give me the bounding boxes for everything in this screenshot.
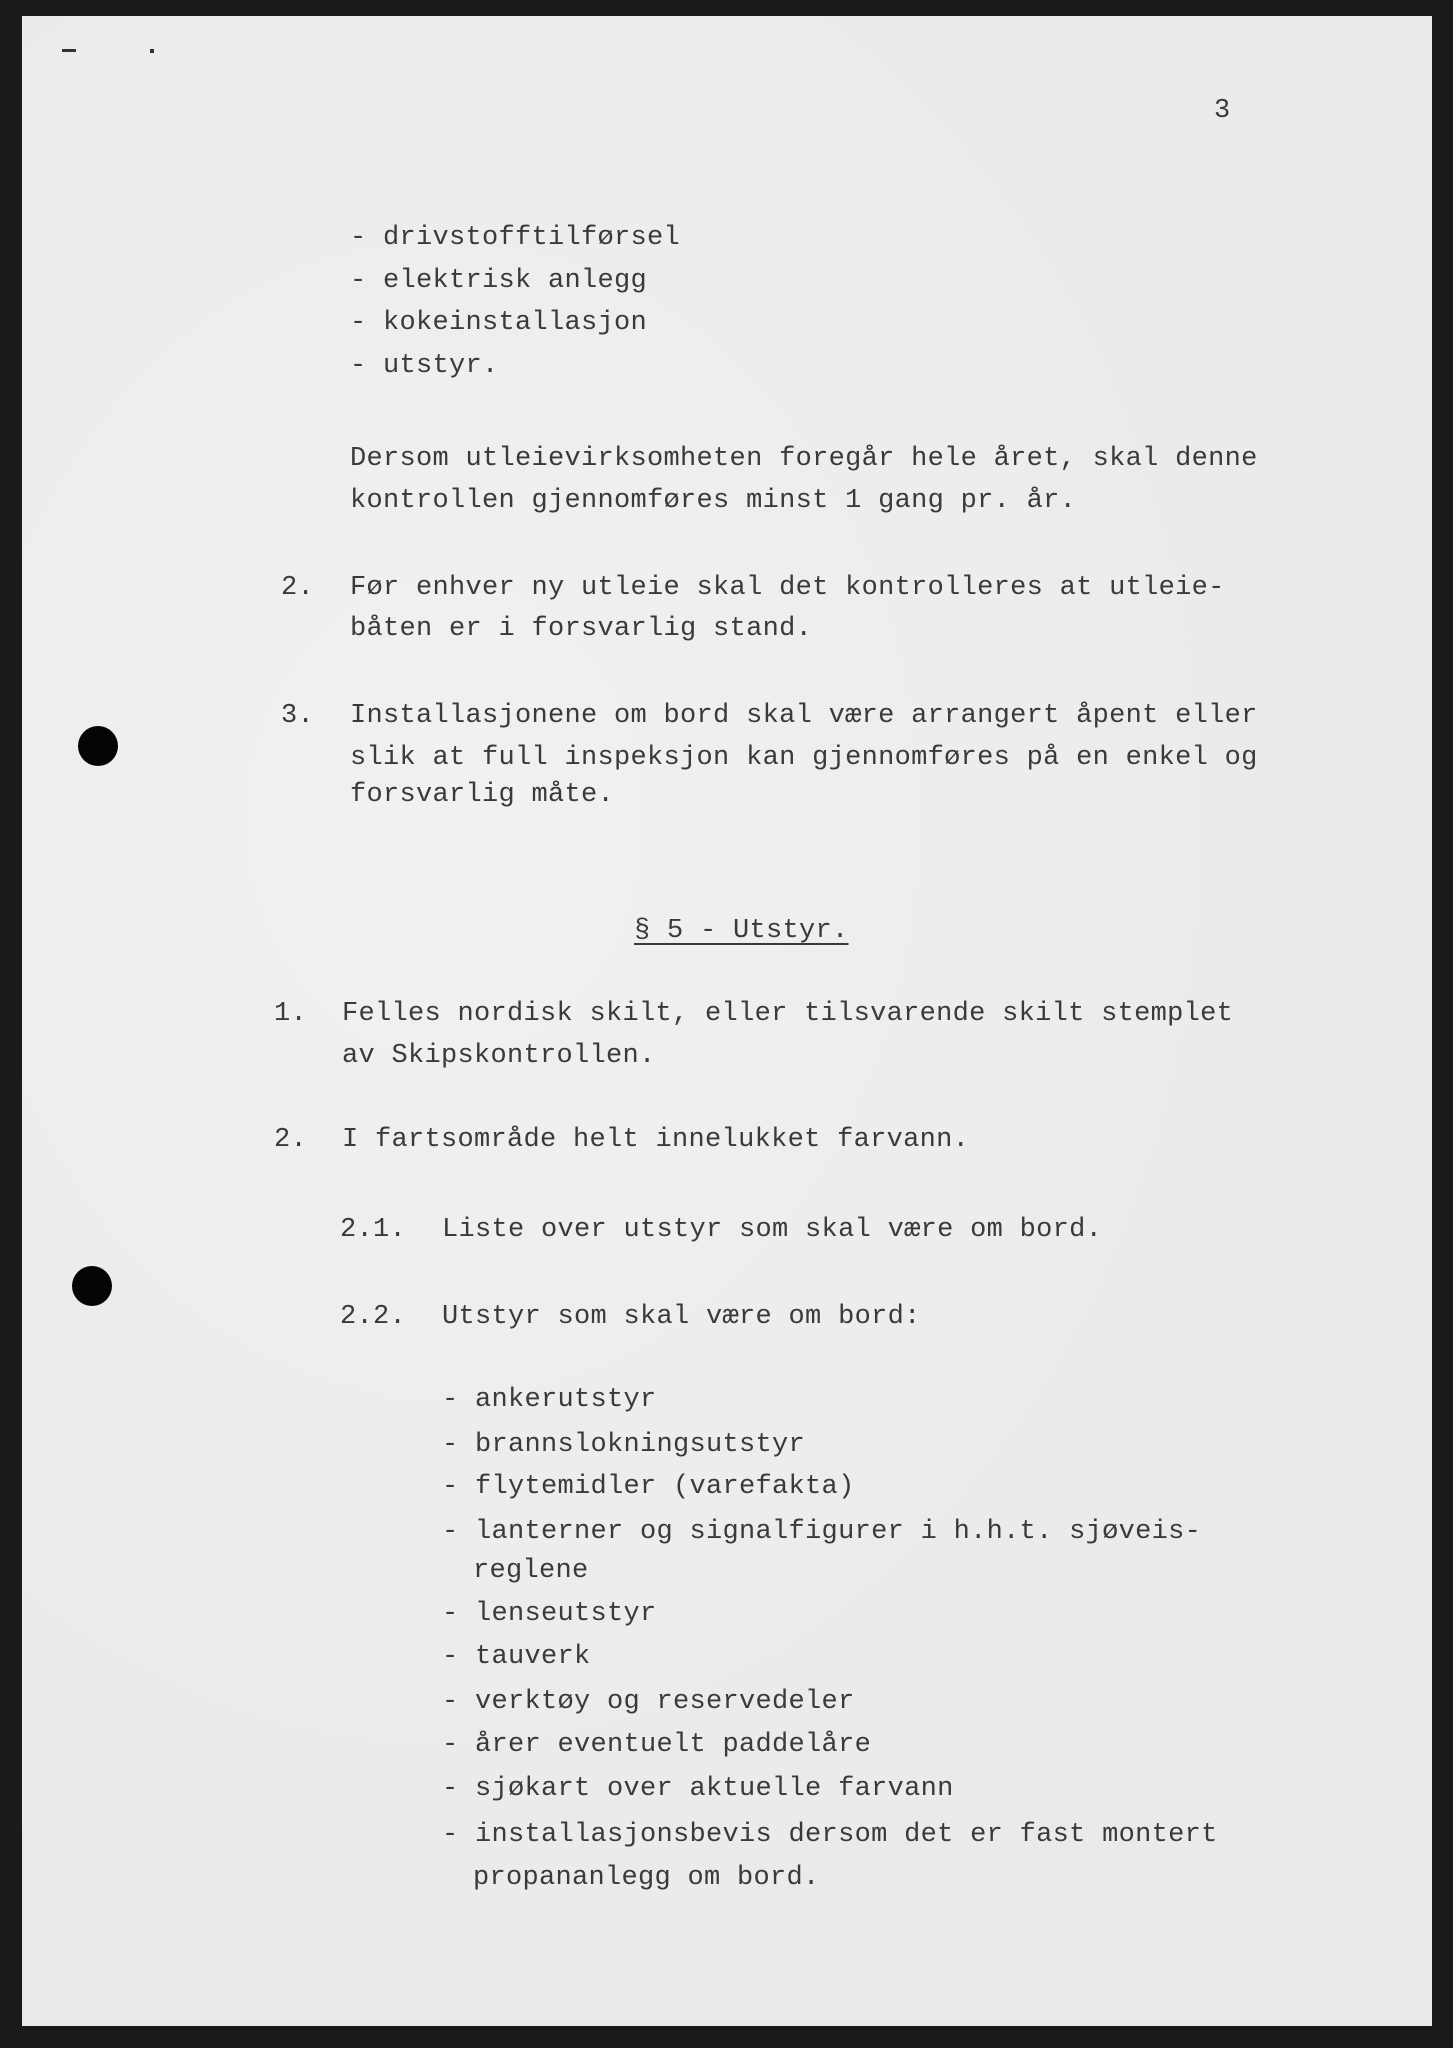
equipment-item-continuation: reglene	[473, 1556, 589, 1586]
item-line: av Skipskontrollen.	[342, 1041, 656, 1071]
page-number: 3	[1214, 96, 1231, 126]
item-number: 2.	[281, 573, 315, 603]
equipment-item: - flytemidler (varefakta)	[442, 1472, 855, 1502]
equipment-item: - brannslokningsutstyr	[442, 1430, 806, 1460]
paragraph-line: kontrollen gjennomføres minst 1 gang pr. år.	[350, 486, 1077, 516]
list-item: - elektrisk anlegg	[350, 266, 648, 296]
item-line: I fartsområde helt innelukket farvann.	[342, 1125, 970, 1155]
item-number: 1.	[274, 999, 308, 1029]
item-number: 3.	[281, 701, 315, 731]
list-item: - drivstofftilførsel	[350, 223, 681, 253]
paragraph-line: Dersom utleievirksomheten foregår hele året, skal denne	[350, 444, 1258, 474]
item-line: forsvarlig måte.	[350, 780, 615, 810]
list-item: - utstyr.	[350, 351, 499, 381]
punch-hole	[72, 1266, 112, 1306]
equipment-item: - tauverk	[442, 1642, 591, 1672]
equipment-item: - årer eventuelt paddelåre	[442, 1730, 872, 1760]
equipment-item: - ankerutstyr	[442, 1385, 657, 1415]
equipment-item: - sjøkart over aktuelle farvann	[442, 1774, 954, 1804]
list-item: - kokeinstallasjon	[350, 308, 648, 338]
subitem-number: 2.2.	[340, 1302, 407, 1332]
scan-mark	[62, 49, 76, 52]
equipment-item: - lanterner og signalfigurer i h.h.t. sjøveis-	[442, 1517, 1202, 1547]
subitem-text: Utstyr som skal være om bord:	[442, 1302, 921, 1332]
item-line: Installasjonene om bord skal være arrangert åpent eller	[350, 701, 1258, 731]
item-line: slik at full inspeksjon kan gjennomføres på en enkel og	[350, 743, 1258, 773]
item-line: Før enhver ny utleie skal det kontrolleres at utleie-	[350, 573, 1225, 603]
subitem-text: Liste over utstyr som skal være om bord.	[442, 1215, 1103, 1245]
equipment-item-continuation: propananlegg om bord.	[473, 1863, 820, 1893]
item-number: 2.	[274, 1125, 308, 1155]
subitem-number: 2.1.	[340, 1215, 407, 1245]
equipment-item: - verktøy og reservedeler	[442, 1687, 855, 1717]
section-heading: § 5 - Utstyr.	[634, 916, 849, 946]
equipment-item: - lenseutstyr	[442, 1599, 657, 1629]
punch-hole	[78, 726, 118, 766]
item-line: båten er i forsvarlig stand.	[350, 614, 813, 644]
equipment-item: - installasjonsbevis dersom det er fast montert	[442, 1820, 1218, 1850]
item-line: Felles nordisk skilt, eller tilsvarende skilt stemplet	[342, 999, 1234, 1029]
scan-mark	[150, 49, 154, 53]
document-page	[22, 16, 1432, 2026]
